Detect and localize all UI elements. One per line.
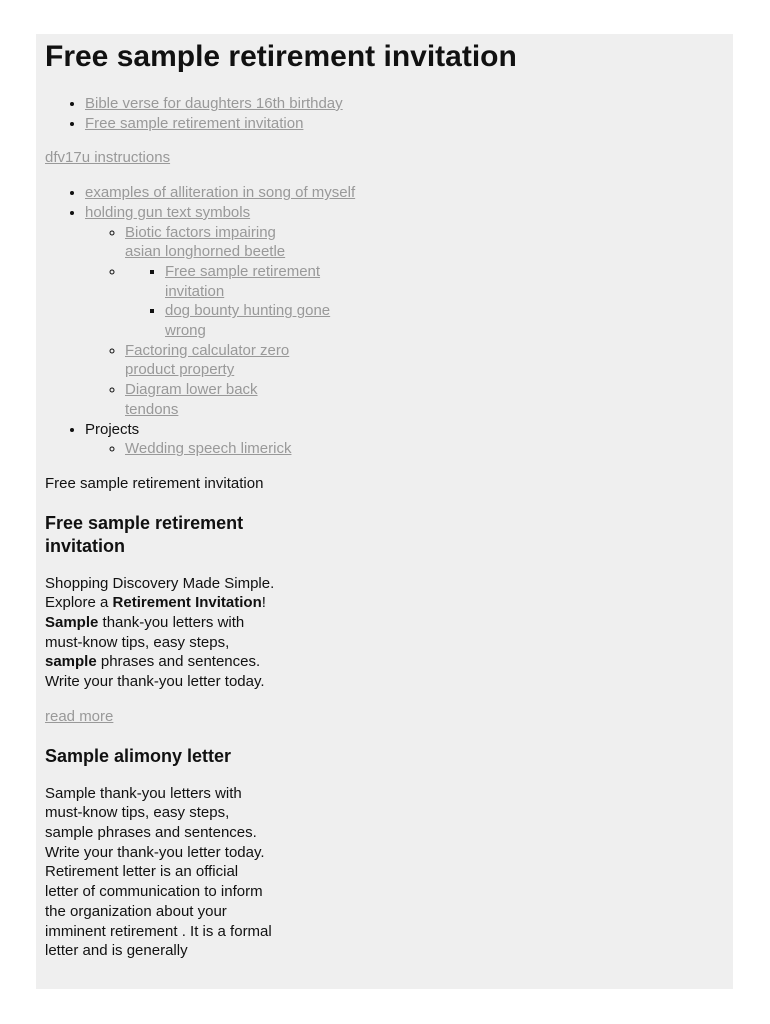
link-free-sample-retirement-nested[interactable]: Free sample retirement invitation [165, 262, 321, 300]
list-item [85, 203, 724, 420]
list-item [85, 183, 724, 203]
body-text: ! [261, 594, 266, 612]
list-item [125, 380, 305, 419]
list-item [85, 94, 724, 114]
nested-list [85, 223, 724, 420]
link-biotic-factors[interactable]: Biotic factors impairing asian longhorned beetle [125, 223, 286, 261]
list-item [165, 301, 345, 340]
body-text: phrases and sentences. Write your thank-you letter today. [45, 653, 265, 691]
page-title: Free sample retirement invitation [45, 40, 517, 73]
section-body-alimony: Sample thank-you letters with must-know tips, easy steps, sample phrases and sentences. Write your thank-you letter today. Retirement letter is an official letter of communication to inform the organization about your imminent retirement . It is a formal letter and is generally [45, 784, 272, 960]
nested-list-level3 [125, 262, 724, 341]
link-bible-verse[interactable]: Bible verse for daughters 16th birthday [85, 95, 343, 112]
link-dog-bounty[interactable]: dog bounty hunting gone wrong [165, 302, 331, 340]
read-more-link[interactable]: read more [45, 707, 114, 725]
link-factoring-calculator[interactable]: Factoring calculator zero product property [125, 341, 290, 379]
bold-text: Sample [45, 614, 99, 632]
list-item [85, 420, 724, 459]
body-text: Shopping Discovery Made Simple. Explore a [45, 574, 275, 612]
link-holding-gun[interactable]: holding gun text symbols [85, 203, 251, 221]
link-instructions[interactable]: dfv17u instructions [45, 149, 171, 167]
list-item [125, 341, 305, 380]
body-text: thank-you letters with must-know tips, easy steps, [45, 614, 245, 651]
section-body [45, 574, 275, 692]
section-heading: Free sample retirement invitation [45, 512, 244, 556]
top-links-list [45, 94, 724, 133]
plain-text: Free sample retirement invitation [45, 474, 264, 492]
nested-list [85, 439, 724, 459]
link-free-sample-retirement[interactable]: Free sample retirement invitation [85, 114, 304, 132]
section-heading-alimony: Sample alimony letter [45, 745, 232, 766]
nav-list [45, 183, 724, 459]
list-item [125, 439, 724, 459]
list-item [125, 262, 724, 341]
link-alliteration[interactable]: examples of alliteration in song of myself [85, 184, 356, 202]
bold-text: Retirement Invitation [112, 594, 262, 612]
list-item [125, 223, 305, 262]
read-more-paragraph [45, 707, 724, 727]
list-item [165, 262, 345, 301]
link-wedding-speech[interactable]: Wedding speech limerick [125, 440, 292, 458]
projects-label: Projects [85, 420, 140, 438]
link-diagram-lower-back[interactable]: Diagram lower back tendons [125, 381, 258, 418]
list-item [85, 114, 724, 134]
content-panel [36, 34, 733, 989]
instructions-paragraph [45, 148, 724, 168]
bold-text: sample [45, 653, 97, 671]
